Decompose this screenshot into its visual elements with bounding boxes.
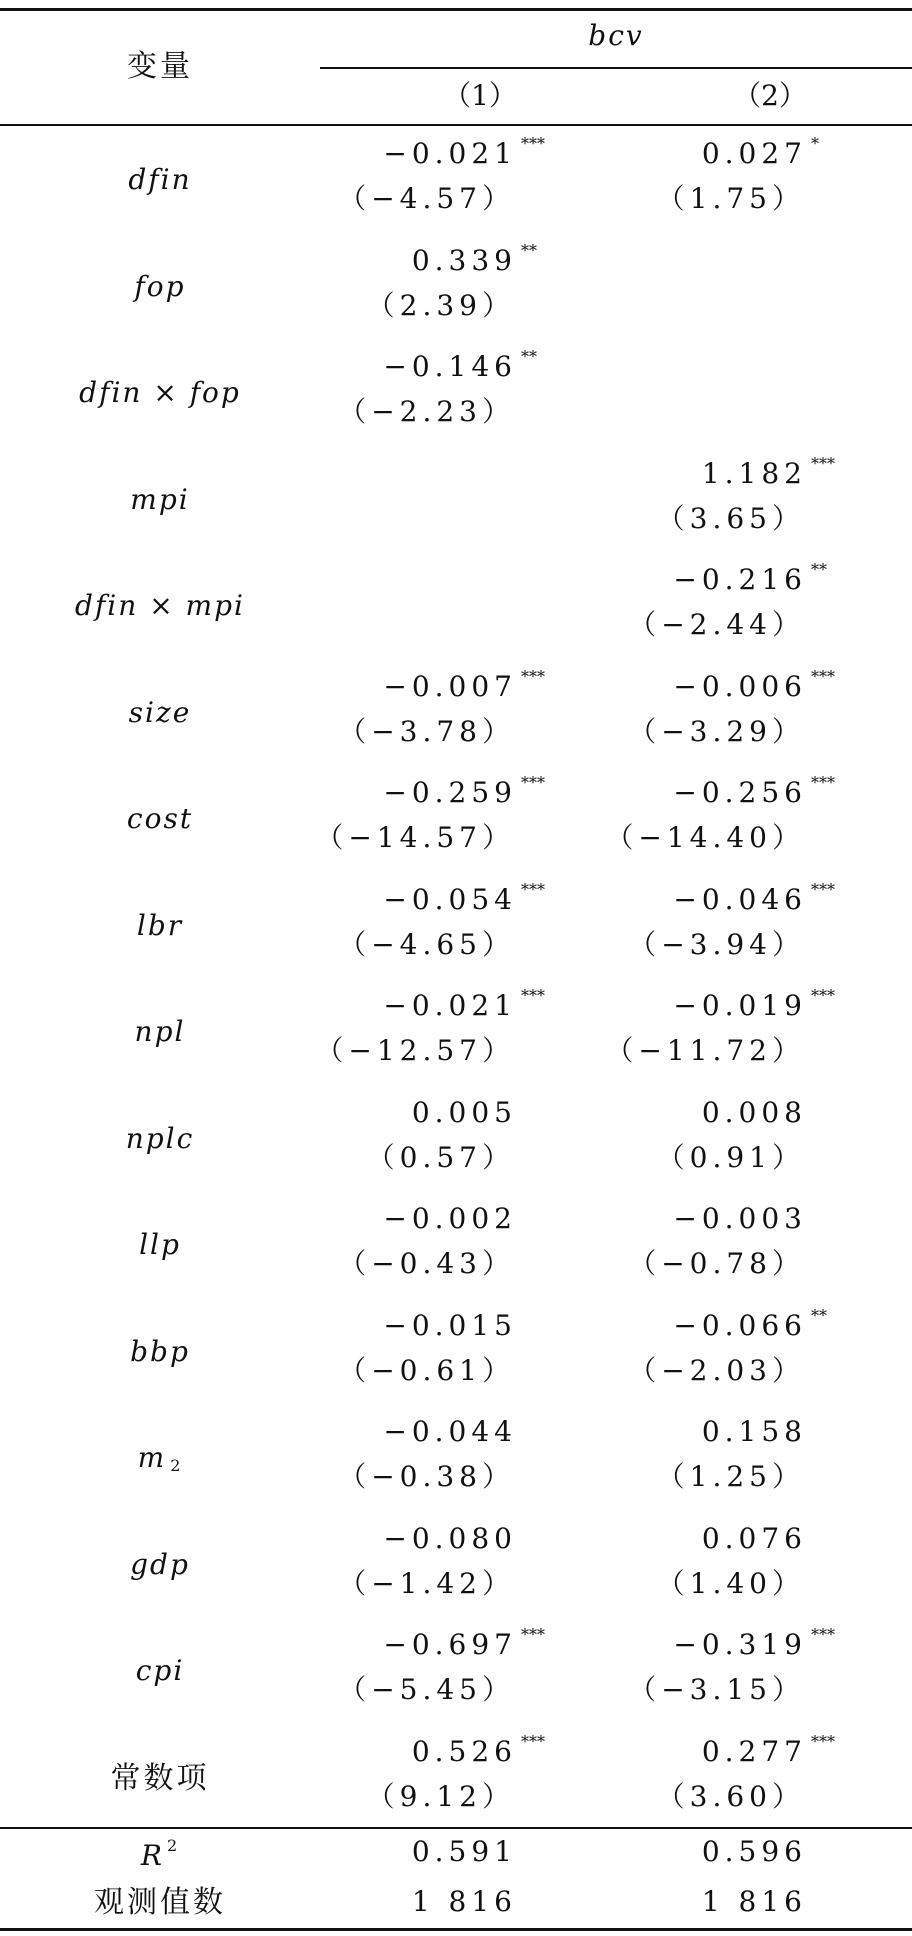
row-variable-label: dfin — [128, 163, 192, 196]
footer-variable — [0, 1838, 320, 1870]
tstat-col-2: （−0.78） — [628, 1247, 805, 1280]
tstat-col-2: （1.25） — [656, 1460, 805, 1493]
row-variable — [0, 695, 320, 729]
significance-stars-col-1: *** — [521, 1731, 545, 1751]
row-variable-label: npl — [134, 1015, 186, 1048]
row-variable — [0, 482, 320, 516]
row-variable — [0, 376, 320, 409]
row-variable — [0, 1547, 320, 1581]
coef-col-2: −0.006 — [673, 669, 807, 703]
row-variable-subscript: 2 — [170, 1456, 183, 1475]
coef-col-2: 0.158 — [701, 1415, 807, 1448]
coef-col-1: −0.080 — [383, 1521, 517, 1555]
tstat-col-1: （−12.57） — [315, 1034, 515, 1067]
top-rule — [0, 8, 912, 11]
row-variable — [0, 163, 320, 196]
tstat-col-1: （−0.38） — [338, 1460, 515, 1493]
row-variable — [0, 589, 320, 622]
footer-value-col-1: 1 816 — [411, 1885, 517, 1918]
significance-stars-col-2: ** — [811, 560, 827, 579]
tstat-col-1: （9.12） — [366, 1779, 515, 1813]
coef-col-2: 0.027 — [701, 137, 807, 170]
significance-stars-col-1: *** — [521, 879, 545, 899]
row-variable-label: bbp — [130, 1334, 190, 1368]
significance-stars-col-2: ** — [811, 1305, 827, 1325]
row-variable-label: lbr — [136, 908, 184, 942]
significance-stars-col-2: *** — [811, 773, 835, 792]
tstat-col-1: （−3.78） — [338, 714, 515, 748]
tstat-col-2: （−11.72） — [605, 1034, 805, 1067]
significance-stars-col-2: *** — [811, 1731, 835, 1751]
row-variable-label: dfin × mpi — [75, 589, 245, 622]
coef-col-2: 0.008 — [701, 1095, 807, 1129]
footer-value-col-2: 0.596 — [701, 1835, 807, 1868]
significance-stars-col-2: *** — [811, 1625, 835, 1644]
header-variable-label: 变量 — [127, 49, 193, 84]
row-variable-label: llp — [139, 1228, 181, 1261]
coef-col-1: 0.339 — [411, 243, 517, 277]
row-variable — [0, 1121, 320, 1155]
significance-stars-col-2: *** — [811, 666, 835, 686]
tstat-col-2: （−3.15） — [628, 1673, 805, 1706]
row-variable-label: dfin × fop — [79, 376, 241, 409]
footer-variable — [0, 1885, 320, 1920]
tstat-col-1: （−0.43） — [338, 1247, 515, 1280]
tstat-col-1: （−4.65） — [338, 927, 515, 961]
tstat-col-2: （−3.94） — [628, 927, 805, 961]
coef-col-2: 0.076 — [701, 1521, 807, 1555]
row-variable-label: fop — [134, 269, 186, 303]
row-variable-label: size — [128, 695, 192, 729]
row-variable-label: mpi — [130, 482, 190, 516]
coef-col-1: −0.002 — [383, 1202, 517, 1235]
row-variable-label: gdp — [130, 1547, 190, 1581]
footer-value-col-2: 1 816 — [701, 1885, 807, 1918]
row-variable — [0, 1015, 320, 1048]
coef-col-1: −0.259 — [383, 776, 517, 809]
significance-stars-col-1: *** — [521, 666, 545, 686]
coef-col-2: −0.256 — [673, 776, 807, 809]
footer-variable-label: R — [140, 1839, 164, 1872]
header-col-2: （2） — [733, 79, 807, 112]
coef-col-2: −0.003 — [673, 1202, 807, 1235]
significance-stars-col-2: *** — [811, 879, 835, 899]
significance-stars-col-1: *** — [521, 1625, 545, 1644]
tstat-col-2: （3.60） — [656, 1779, 805, 1813]
tstat-col-2: （1.75） — [656, 182, 805, 215]
coef-col-1: −0.021 — [383, 137, 517, 170]
footer-value-col-1: 0.591 — [411, 1835, 517, 1868]
coef-col-1: −0.054 — [383, 882, 517, 916]
tstat-col-2: （0.91） — [656, 1140, 805, 1174]
coef-col-2: −0.216 — [673, 563, 807, 596]
significance-stars-col-1: ** — [521, 347, 537, 366]
tstat-col-2: （−2.03） — [628, 1353, 805, 1387]
coef-col-1: −0.044 — [383, 1415, 517, 1448]
row-variable-label: m — [137, 1441, 167, 1474]
tstat-col-1: （−2.23） — [338, 395, 515, 428]
tstat-col-1: （−0.61） — [338, 1353, 515, 1387]
footer-variable-label: 观测值数 — [94, 1885, 226, 1920]
tstat-col-1: （−14.57） — [315, 821, 515, 854]
tstat-col-2: （−14.40） — [605, 821, 805, 854]
significance-stars-col-1: ** — [521, 240, 537, 260]
row-variable — [0, 1334, 320, 1368]
coef-col-2: −0.319 — [673, 1628, 807, 1661]
tstat-col-2: （3.65） — [656, 501, 805, 535]
tstat-col-1: （−4.57） — [338, 182, 515, 215]
coef-col-2: −0.066 — [673, 1308, 807, 1342]
header-col-1: （1） — [443, 79, 517, 112]
coef-col-1: 0.005 — [411, 1095, 517, 1129]
row-variable-label: cpi — [135, 1654, 185, 1687]
significance-stars-col-2: * — [811, 134, 819, 153]
header-dependent-variable: bcv — [588, 19, 644, 52]
coef-col-1: −0.021 — [383, 989, 517, 1022]
tstat-col-1: （2.39） — [366, 288, 515, 322]
coef-col-1: −0.146 — [383, 350, 517, 383]
row-variable — [0, 269, 320, 303]
coef-col-1: −0.007 — [383, 669, 517, 703]
coef-col-2: −0.046 — [673, 882, 807, 916]
tstat-col-2: （1.40） — [656, 1566, 805, 1600]
footer-top-rule — [0, 1827, 912, 1829]
coef-col-1: −0.697 — [383, 1628, 517, 1661]
row-variable — [0, 1228, 320, 1261]
significance-stars-col-1: *** — [521, 986, 545, 1005]
row-variable — [0, 802, 320, 835]
row-variable — [0, 1441, 320, 1475]
row-variable-label: cost — [126, 802, 194, 835]
coef-col-1: 0.526 — [411, 1734, 517, 1768]
tstat-col-1: （−5.45） — [338, 1673, 515, 1706]
significance-stars-col-2: *** — [811, 453, 835, 473]
coef-col-2: −0.019 — [673, 989, 807, 1022]
significance-stars-col-2: *** — [811, 986, 835, 1005]
tstat-col-1: （0.57） — [366, 1140, 515, 1174]
row-variable — [0, 1760, 320, 1796]
tstat-col-2: （−3.29） — [628, 714, 805, 748]
significance-stars-col-1: *** — [521, 134, 545, 153]
coef-col-2: 0.277 — [701, 1734, 807, 1768]
footer-variable-superscript: 2 — [166, 1836, 180, 1855]
row-variable-label: 常数项 — [110, 1760, 210, 1796]
tstat-col-1: （−1.42） — [338, 1566, 515, 1600]
bottom-rule — [0, 1928, 912, 1931]
row-variable — [0, 1654, 320, 1687]
coef-col-1: −0.015 — [383, 1308, 517, 1342]
row-variable-label: nplc — [125, 1121, 195, 1155]
header-sub-rule — [320, 67, 912, 69]
coef-col-2: 1.182 — [701, 456, 807, 490]
significance-stars-col-1: *** — [521, 773, 545, 792]
header-bottom-rule — [0, 124, 912, 126]
tstat-col-2: （−2.44） — [628, 608, 805, 641]
row-variable — [0, 908, 320, 942]
